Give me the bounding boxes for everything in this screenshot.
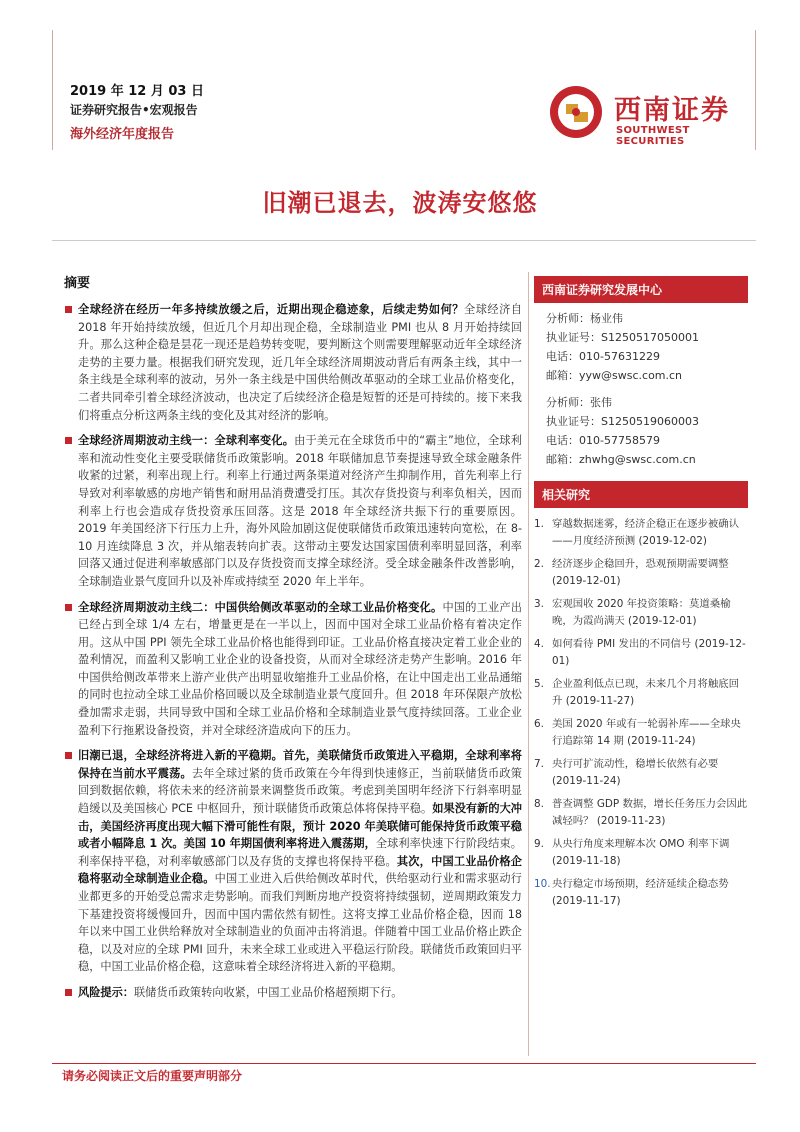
summary-section	[64, 272, 522, 1010]
summary-bullet	[64, 301, 522, 424]
bullet-lead: 全球经济周期波动主线二：中国供给侧改革驱动的全球工业品价格变化。	[78, 600, 443, 614]
bullet-lead: 全球经济周期波动主线一：全球利率变化。	[78, 434, 295, 448]
footer-divider	[52, 1063, 756, 1064]
bullet-lead: 旧潮已退，全球经济将进入新的平稳期。首先，美联储货币政策进入平稳期，全球利率将保持在当前水平震荡。	[78, 749, 522, 780]
bullet-text: 去年全球过紧的货币政策在今年得到快速修正，当前联储货币政策回到数据依赖，将依未来的经济前景来调整货币政策。考虑到美国明年经济下行斜率明显趋缓以及美国核心 PCE 中枢回升，预计联储货币政策总体将保持平稳。	[78, 766, 522, 816]
column-divider	[528, 272, 529, 1056]
analyst-email-row[interactable]: 邮箱：zhwhg@swsc.com.cn	[546, 453, 696, 466]
report-title: 旧潮已退去，波涛安悠悠	[262, 189, 538, 217]
right-rule	[755, 30, 756, 150]
related-item[interactable]: 1. 穿越数据迷雾，经济企稳正在逐步被确认——月度经济预测 (2019-12-02)	[534, 518, 740, 547]
sidebar	[534, 276, 748, 916]
related-item[interactable]: 8. 普查调整 GDP 数据，增长任务压力会因此减轻吗？ (2019-11-23)	[534, 798, 748, 827]
bullet-emphasis: 其次，中国工业品价格企稳将驱动全球制造业企稳。	[78, 854, 522, 886]
bullet-emphasis: 如果没有新的大冲击，美国经济再度出现大幅下滑可能性有限，预计 2020 年美联储可能保持货币政策平稳或者小幅降息 1 次。美国 10 年期国债利率将进入震荡期，	[78, 802, 522, 851]
related-item[interactable]: 5. 企业盈利低点已现，未来几个月将触底回升 (2019-11-27)	[534, 678, 740, 707]
bullet-text: 全球利率快速下行阶段结束。利率保持平稳，对利率敏感部门以及存货的支撑也将保持平稳。	[78, 837, 522, 868]
bullet-text: 联储货币政策转向收紧，中国工业品价格超预期下行。	[133, 985, 403, 999]
bullet-text: 全球经济自 2018 年开始持续放缓，但近几个月却出现企稳，全球制造业 PMI 也从 8 月开始持续回升。那么这种企稳是昙花一现还是趋势转变呢，要判断这个则需要理解驱动近年全球经济走势的主要力量。根据我们研究发现，近几年全球经济周期波动背后有两条主线，其中一条主线是全球利率的波动，另外一条主线是中国供给侧改革驱动的全球工业品价格变化，二者共同牵引着全球经济波动，也决定了后续经济企稳是短暂的还是可持续的。接下来我们将重点分析这两条主线的变化及其对经济的影响。	[78, 303, 522, 422]
bullet-text: 中国的工业产出已经占到全球 1/4 左右，增量更是在一半以上，因而中国对全球工业品价格有着决定作用。这从中国 PPI 领先全球工业品价格也能得到印证。工业品价格直接决定着工业企业的盈利情况，而盈利又影响工业企业的设备投资，从而对全球经济走势产生影响。2016 年中国供给侧改革带来上游产业供产出明显收缩推升工业品价格，在让中国走出工业品通缩的同时也拉动全球工业品价格回暖以及全球制造业景气度回升。但 2018 年环保限产放松叠加需求走弱，共同导致中国和全球工业品价格和全球制造业景气度持续回落。工业企业盈利下行拖累设备投资，并对全球经济造成向下的压力。	[78, 600, 522, 737]
company-name-cn: 西南证券	[614, 95, 730, 126]
related-item[interactable]: 4. 如何看待 PMI 发出的不同信号 (2019-12-01)	[534, 638, 746, 667]
company-name-en: SOUTHWEST SECURITIES	[616, 125, 690, 147]
analyst-name-row: 分析师：张伟	[546, 396, 612, 409]
related-item[interactable]: 2. 经济逐步企稳回升，恐观预期需要调整 (2019-12-01)	[534, 558, 729, 587]
company-logo	[548, 84, 748, 148]
analyst-card	[534, 309, 748, 385]
bullet-lead: 全球经济在经历一年多持续放缓之后，近期出现企稳迹象，后续走势如何？	[78, 303, 464, 316]
analyst-license-row: 执业证号：S1250517050001	[546, 331, 699, 344]
report-type: 证券研究报告•宏观报告	[70, 103, 198, 117]
analyst-license-row: 执业证号：S1250519060003	[546, 415, 699, 428]
bullet-text: 由于美元在全球货币中的“霸主”地位，全球利率和流动性变化主要受联储货币政策影响。2018 年联储加息节奏提速导致全球金融条件收紧的过紧，利率出现上行。利率上行通过两条渠道对经济产生抑制作用，首先利率上行导致对利率敏感的房地产销售和耐用品消费遭受打压。其次存货投资与利率负相关，因而利率上行也会造成存货投资承压回落。这是 2018 年全球经济共振下行的重要原因。2019 年美国经济下行压力上升，海外风险加剧这促使联储货币政策迅速转向宽松，在 8-10 月连续降息 3 次，并从缩表转向扩表。这带动主要发达国家国债利率明显回落，利率回落又通过促进利率敏感部门以及存货投资而支撑全球经济。受全球金融条件改善影响，全球制造业景气度回升以及补库或持续至 2020 年上半年。	[78, 434, 522, 588]
summary-bullet	[64, 747, 522, 976]
analyst-phone-row: 电话：010-57631229	[546, 350, 660, 363]
related-item[interactable]: 10. 央行稳定市场预期，经济延续企稳态势 (2019-11-17)	[534, 878, 729, 907]
swsc-logo-icon	[548, 84, 604, 140]
summary-heading: 摘要	[64, 276, 91, 291]
summary-bullet	[64, 599, 522, 740]
analyst-phone-row: 电话：010-57758579	[546, 434, 660, 447]
analyst-email-row[interactable]: 邮箱：yyw@swsc.com.cn	[546, 369, 683, 382]
report-date: 2019 年 12 月 03 日	[70, 84, 204, 99]
analyst-card	[534, 393, 748, 469]
bullet-text: 中国工业进入后供给侧改革时代，供给驱动行业和需求驱动行业都更多的开始受总需求走势影响。而我们判断房地产投资将持续强韧，逆周期政策发力下基建投资将缓慢回升，因而中国内需依然有韧性。这将支撑工业品价格企稳，因而 18 年以来中国工业供给释放对全球制造业的负面冲击将消退。伴随着中国工业品价格止跌企稳，以及对应的全球 PMI 回升，未来全球工业或进入平稳运行阶段。联储货币政策回归平稳，中国工业品价格企稳，这意味着全球经济将进入新的平稳期。	[78, 872, 522, 974]
report-series: 海外经济年度报告	[70, 127, 175, 142]
bullet-lead: 风险提示：	[78, 985, 134, 999]
related-item[interactable]: 6. 美国 2020 年或有一轮弱补库——全球央行追踪第 14 期 (2019-11-24)	[534, 718, 741, 747]
related-item[interactable]: 7. 央行可扩流动性，稳增长依然有必要 (2019-11-24)	[534, 758, 719, 787]
summary-bullet	[64, 432, 522, 590]
related-item[interactable]: 3. 宏观国收 2020 年投资策略：莫道桑榆晚，为霞尚满天 (2019-12-01)	[534, 598, 731, 627]
footer-disclaimer: 请务必阅读正文后的重要声明部分	[62, 1069, 243, 1083]
related-item[interactable]: 9. 从央行角度来理解本次 OMO 利率下调 (2019-11-18)	[534, 838, 730, 867]
title-divider	[52, 240, 756, 241]
related-research-title: 相关研究	[534, 481, 748, 508]
left-rule	[52, 30, 53, 150]
related-research-list	[534, 516, 748, 910]
analyst-name-row: 分析师：杨业伟	[546, 312, 623, 325]
summary-bullet	[64, 984, 522, 1002]
research-center-title: 西南证券研究发展中心	[534, 276, 748, 303]
